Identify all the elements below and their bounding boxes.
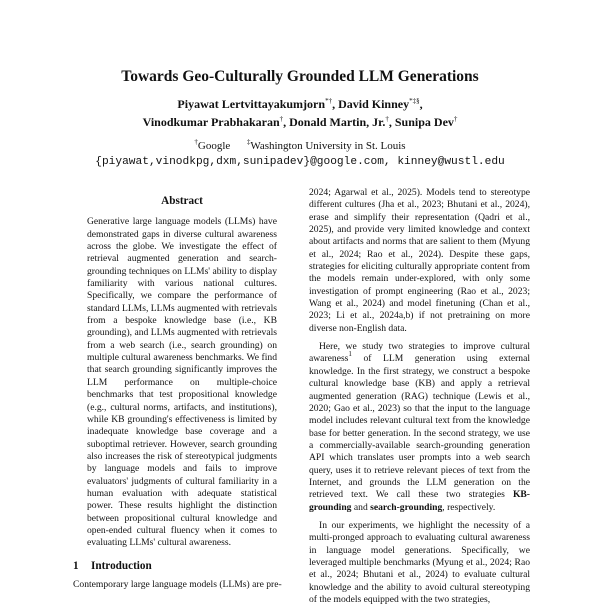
author-marks: † (279, 115, 284, 123)
author-marks: † (385, 115, 389, 123)
author-marks: *† (325, 97, 333, 105)
affiliation-mark: ‡ (246, 138, 251, 146)
author-name: Sunipa Dev (394, 115, 454, 129)
body-paragraph-2 (309, 341, 530, 514)
author-name: Donald Martin, Jr. (289, 115, 386, 129)
section-heading-introduction (73, 560, 291, 572)
paragraph-text: and (351, 501, 371, 513)
footnote-marker[interactable]: 1 (348, 350, 352, 359)
intro-paragraph: Contemporary large language models (LLMs) are pre- (73, 578, 282, 590)
affiliation-mark: † (194, 138, 198, 146)
author-name: Piyawat Lertvittayakumjorn (177, 97, 326, 111)
affiliations (0, 138, 600, 170)
paper-title: Towards Geo-Culturally Grounded LLM Generations (121, 68, 479, 85)
term-search-grounding: search-grounding (370, 501, 443, 513)
section-title: Introduction (91, 559, 152, 572)
affiliation-line (0, 138, 600, 154)
author-line-1: Piyawat Lertvittayakumjorn*†, David Kinney*‡§, (177, 97, 423, 111)
body-paragraph-1: 2024; Agarwal et al., 2025). Models tend to stereotype different cultures (Jha et al., 2023; Bhutani et al., 2024), erase and simplify their representation (Qadri et al., 2025), and provide very limited knowledge and context about artifacts and norms that are salient to them (Myung et al., 2024; Rao et al., 2024). Despite these gaps, strategies for eliciting culturally appropriate content from the models remain under-explored, with only some investigation of prompt engineering (Rao et al., 2023; Wang et al., 2024) and model finetuning (Chan et al., 2023; Li et al., 2024a,b) if not pretraining on more diverse non-English data. (309, 187, 530, 334)
author-marks: *‡§ (409, 97, 420, 105)
left-column (73, 195, 291, 597)
right-column (309, 187, 530, 612)
author-marks: † (453, 115, 458, 123)
body-paragraph-3: In our experiments, we highlight the necessity of a multi-pronged approach to evaluating cultural awareness in language model generations. Specifically, we leveraged multiple benchmarks (Myung et al., 2024; Rao et al., 2024; Bhutani et al., 2024) to evaluate cultural knowledge and the ability to avoid cultural stereotyping of the models equipped with the two strategies, (309, 519, 530, 605)
author-emails: {piyawat,vinodkpg,dxm,sunipadev}@google.com, kinney@wustl.edu (95, 156, 505, 168)
term-kb-grounding: KB-grounding (309, 489, 530, 513)
author-name: David Kinney (338, 97, 410, 111)
paragraph-text: of LLM generation using external knowledge. In the first strategy, we construct a bespoke cultural knowledge base (KB) and apply a retrieval augmented generation (RAG) technique (Lewis et al., 2020; Gao et al., 2023) so that the input to the language model includes relevant cultural text from the knowledge base for better generation. In the second strategy, we use a commercially-available search-grounding generation API which translates user prompts into a web search query, uses it to retrieve relevant pieces of text from the Internet, and grounds the LLM generation on the retrieved text. We call these two strategies (309, 353, 530, 501)
abstract-heading: Abstract (161, 195, 203, 207)
section-number: 1 (73, 559, 79, 572)
affiliation-name: Google (197, 140, 231, 152)
abstract-text: Generative large language models (LLMs) have demonstrated gaps in diverse cultural awareness across the globe. We investigate the effect of retrieval augmented generation and search-grounding techniques on LLMs' ability to display familiarity with various national cultures. Specifically, we compare the performance of standard LLMs, LLMs augmented with retrievals from a bespoke knowledge base (i.e., KB grounding), and LLMs augmented with retrievals from a web search (i.e., search grounding) on multiple cultural awareness benchmarks. We find that search grounding significantly improves the LLM performance on multiple-choice benchmarks that test propositional knowledge (e.g., cultural norms, artifacts, and institutions), while KB grounding's effectiveness is limited by inadequate knowledge base coverage and a suboptimal retriever. However, search grounding also increases the risk of stereotypical judgments by language models and fails to improve evaluators' judgments of cultural familiarity in a human evaluation with adequate statistical power. These results highlight the distinction between propositional cultural knowledge and open-ended cultural fluency when it comes to evaluating LLMs' cultural awareness. (87, 216, 277, 549)
paragraph-text: , respectively. (442, 501, 496, 513)
author-line-2: Vinodkumar Prabhakaran†, Donald Martin, Jr.†, Sunipa Dev† (142, 115, 458, 129)
affiliation-name: Washington University in St. Louis (250, 140, 406, 152)
paragraph-text: Here, we study two strategies to improve cultural awareness (309, 341, 530, 365)
author-list (0, 95, 600, 131)
author-name: Vinodkumar Prabhakaran (142, 115, 280, 129)
